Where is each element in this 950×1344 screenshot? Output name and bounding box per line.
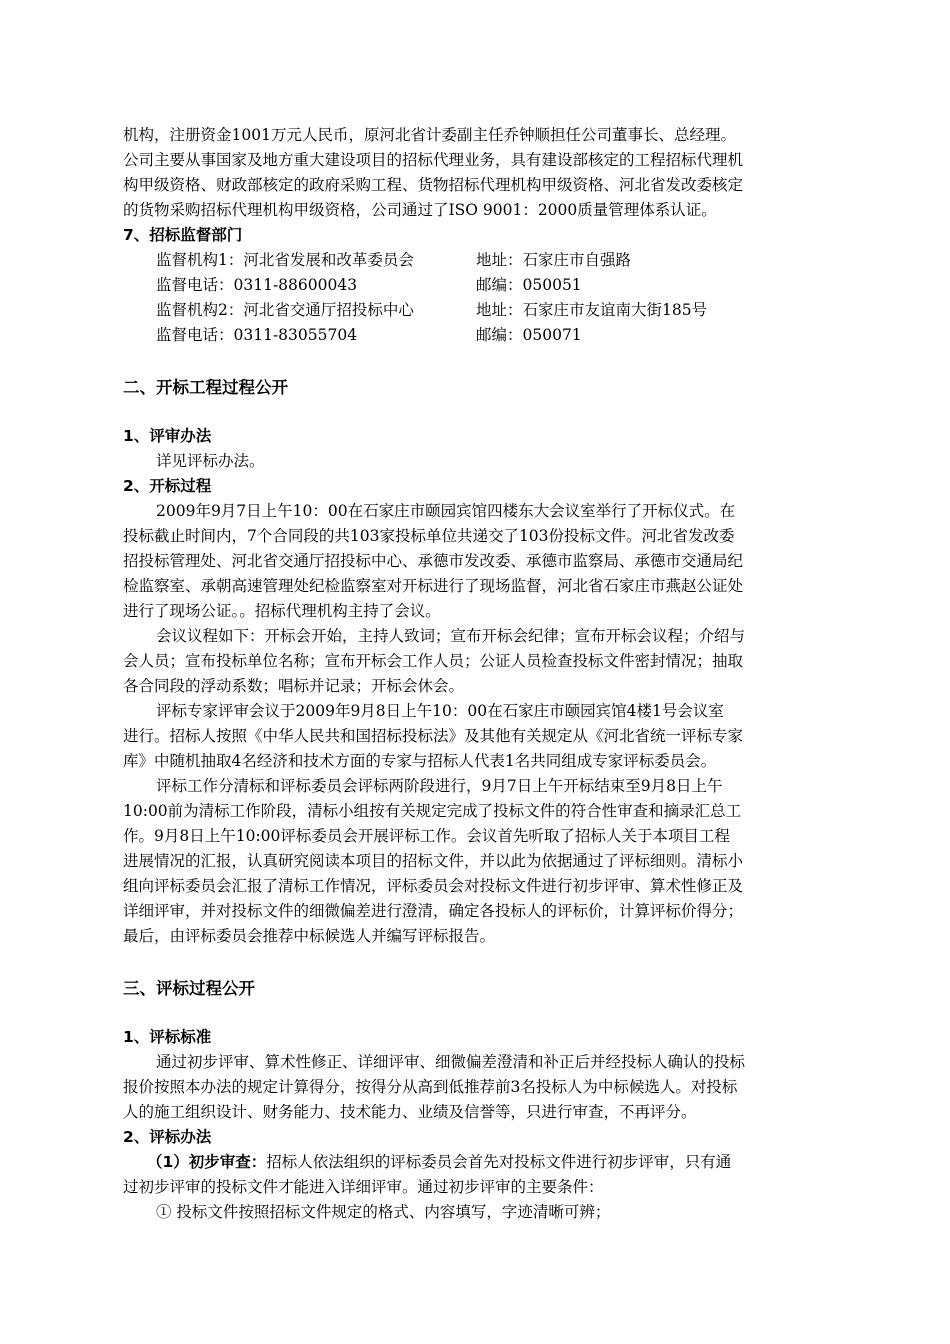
text-line: 投标截止时间内，7个合同段的共103家投标单位共递交了103份投标文件。河北省发改委 <box>123 527 735 545</box>
intro-paragraph <box>123 123 833 223</box>
text-line: 详见评标办法。 <box>156 452 265 470</box>
supervision-row <box>123 248 833 273</box>
text-line: 人的施工组织设计、财务能力、技术能力、业绩及信誉等，只进行审查，不再评分。 <box>123 1103 697 1121</box>
text-line: 详细评审，并对投标文件的细微偏差进行澄清，确定各投标人的评标价，计算评标价得分； <box>123 902 744 920</box>
text-line: 最后，由评标委员会推荐中标候选人并编写评标报告。 <box>123 927 496 945</box>
text-line: 组向评标委员会汇报了清标工作情况，评标委员会对投标文件进行初步评审、算术性修正及 <box>123 877 744 895</box>
supervision-left: 监督电话：0311-83055704 <box>156 326 358 344</box>
opening-paragraph <box>123 499 833 624</box>
text-line: 进展情况的汇报，认真研究阅读本项目的招标文件，并以此为依据通过了评标细则。清标小 <box>123 852 744 870</box>
subsection-heading: 2、评标办法 <box>123 1128 212 1146</box>
supervision-row <box>123 323 833 348</box>
method-text: 招标人依法组织的评标委员会首先对投标文件进行初步评审，只有通 <box>266 1153 732 1171</box>
agenda-paragraph <box>123 624 833 699</box>
subsection-heading: 1、评标标准 <box>123 1028 212 1046</box>
supervision-left: 监督机构2：河北省交通厅招投标中心 <box>156 301 414 319</box>
supervision-right: 地址：石家庄市友谊南大街185号 <box>476 301 708 319</box>
text-line <box>123 1150 833 1175</box>
list-item: ① 投标文件按照招标文件规定的格式、内容填写，字迹清晰可辨； <box>156 1203 611 1221</box>
document-page <box>123 123 833 1225</box>
text-line: 会议议程如下：开标会开始，主持人致词；宣布开标会纪律；宣布开标会议程；介绍与 <box>156 627 746 645</box>
method-lead: （1）初步审查： <box>147 1153 267 1171</box>
supervision-list <box>123 248 833 348</box>
text-line: 评标工作分清标和评标委员会评标两阶段进行，9月7日上午开标结束至9月8日上午 <box>156 777 723 795</box>
text-line: 检监察室、承朝高速管理处纪检监察室对开标进行了现场监督，河北省石家庄市燕赵公证处 <box>123 577 744 595</box>
supervision-left: 监督机构1：河北省发展和改革委员会 <box>156 251 414 269</box>
text-line: 进行了现场公证。。招标代理机构主持了会议。 <box>123 602 441 620</box>
supervision-row <box>123 298 833 323</box>
standard-paragraph <box>123 1050 833 1125</box>
supervision-right: 地址：石家庄市自强路 <box>476 251 632 269</box>
text-line: 各合同段的浮动系数；唱标并记录；开标会休会。 <box>123 677 465 695</box>
text-line: 会人员；宣布投标单位名称；宣布开标会工作人员；公证人员检查投标文件密封情况；抽取 <box>123 652 744 670</box>
supervision-right: 邮编：050071 <box>476 326 582 344</box>
text-line: 的货物采购招标代理机构甲级资格，公司通过了ISO 9001：2000质量管理体系认证。 <box>123 201 717 219</box>
evaluation-paragraph <box>123 774 833 949</box>
text-line: 2009年9月7日上午10：00在石家庄市颐园宾馆四楼东大会议室举行了开标仪式。在 <box>156 502 736 520</box>
supervision-right: 邮编：050051 <box>476 276 582 294</box>
text-line: 10:00前为清标工作阶段，清标小组按有关规定完成了投标文件的符合性审查和摘录汇总工 <box>123 802 742 820</box>
text-line: 库》中随机抽取4名经济和技术方面的专家与招标人代表1名共同组成专家评标委员会。 <box>123 752 717 770</box>
text-line: 通过初步评审、算术性修正、详细评审、细微偏差澄清和补正后并经投标人确认的投标 <box>156 1053 746 1071</box>
subsection-heading: 1、评审办法 <box>123 427 212 445</box>
method-paragraph <box>123 1150 833 1225</box>
text-line: 进行。招标人按照《中华人民共和国招标投标法》及其他有关规定从《河北省统一评标专家 <box>123 727 744 745</box>
supervision-row <box>123 273 833 298</box>
text-line: 招投标管理处、河北省交通厅招投标中心、承德市发改委、承德市监察局、承德市交通局纪 <box>123 552 744 570</box>
text-line: 构甲级资格、财政部核定的政府采购工程、货物招标代理机构甲级资格、河北省发改委核定 <box>123 176 744 194</box>
expert-paragraph <box>123 699 833 774</box>
section-title: 二、开标工程过程公开 <box>123 378 288 397</box>
text-line: 公司主要从事国家及地方重大建设项目的招标代理业务，具有建设部核定的工程招标代理机 <box>123 151 744 169</box>
text-line: 过初步评审的投标文件才能进入详细评审。通过初步评审的主要条件： <box>123 1178 604 1196</box>
text-line: 评标专家评审会议于2009年9月8日上午10：00在石家庄市颐园宾馆4楼1号会议室 <box>156 702 724 720</box>
text-line: 机构，注册资金1001万元人民币，原河北省计委副主任乔钟顺担任公司董事长、总经理。 <box>123 126 736 144</box>
supervision-left: 监督电话：0311-88600043 <box>156 276 358 294</box>
text-line: 报价按照本办法的规定计算得分，按得分从高到低推荐前3名投标人为中标候选人。对投标 <box>123 1078 738 1096</box>
subsection-heading: 2、开标过程 <box>123 477 212 495</box>
supervision-heading: 7、招标监督部门 <box>123 226 243 244</box>
section-title: 三、评标过程公开 <box>123 979 255 998</box>
text-line: 作。9月8日上午10:00评标委员会开展评标工作。会议首先听取了招标人关于本项目工程 <box>123 827 730 845</box>
